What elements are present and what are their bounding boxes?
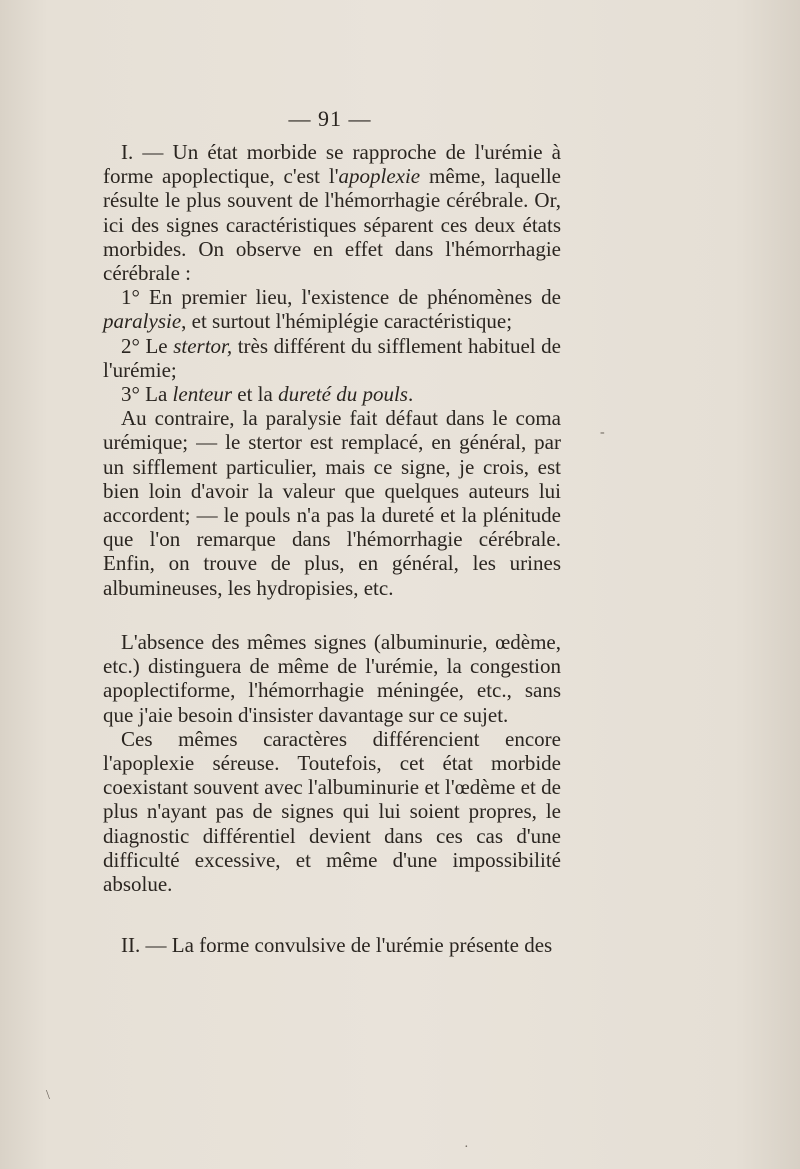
section-convulsive-form	[103, 933, 561, 957]
list-item-text: .	[407, 382, 414, 407]
paragraph-text: I. — Un état morbide se rapproche de l'urémie à forme apoplectique, c'est l'	[103, 140, 561, 189]
paragraph-convulsive: II. — La forme convulsive de l'urémie présente des	[121, 933, 553, 957]
paper-speck: -	[600, 425, 605, 440]
emphasis-term: lenteur	[172, 382, 233, 407]
list-item-text: , et surtout l'hémiplégie caractéristique;	[181, 309, 513, 334]
emphasis-term: apoplexie	[338, 164, 421, 189]
paper-speck: ·	[464, 1140, 469, 1155]
paragraph-apoplexy	[103, 140, 561, 285]
section-apoplectic-form	[103, 140, 561, 600]
paragraph-absence: L'absence des mêmes signes (albuminurie, œdème, etc.) distinguera de même de l'urémie, la congestion apoplectiforme, l'hémorrhagie méningée, etc., sans que j'aie besoin d'insister davantage sur ce sujet.	[103, 630, 561, 727]
section-differential	[103, 630, 561, 896]
emphasis-term: dureté du pouls	[278, 382, 408, 407]
emphasis-term: stertor,	[173, 333, 233, 358]
list-item-text: et la	[232, 382, 279, 407]
paragraph-serous-apoplexy: Ces mêmes caractères différencient encore l'apoplexie séreuse. Toutefois, cet état morbide coexistant souvent avec l'albuminurie et l'œdème et de plus n'ayant pas de signes qui lui soient propres, le diagnostic différentiel devient dans ces cas d'une difficulté excessive, et même d'une impossibilité absolue.	[103, 726, 561, 897]
page-number: — 91 —	[288, 106, 372, 131]
list-item-text: 1° En premier lieu, l'existence de phénomènes de	[121, 285, 561, 310]
list-item-text: très différent du sifflement habituel de l'urémie;	[103, 333, 561, 382]
paper-speck: \	[46, 1088, 50, 1103]
paragraph-contrast: Au contraire, la paralysie fait défaut dans le coma urémique; — le stertor est remplacé, en général, par un sifflement particulier, mais ce signe, je crois, est bien loin d'avoir la valeur que quelques auteurs lui accordent; — le pouls n'a pas la dureté et la plénitude que l'on remarque dans l'hémorrhagie cérébrale. Enfin, on trouve de plus, en général, les urines albumineuses, les hydropisies, etc.	[103, 406, 561, 600]
list-item-stertor	[103, 334, 561, 382]
emphasis-term: paralysie	[103, 309, 182, 334]
list-item-text: 2° Le	[121, 333, 174, 358]
list-item-pulse	[103, 382, 561, 406]
list-item-paralysis	[103, 285, 561, 333]
paragraph-text: même, laquelle résulte le plus souvent de l'hémorrhagie cérébrale. Or, ici des signes caractéristiques séparent ces deux états morbides. On observe en effet dans l'hémorrhagie cérébrale :	[103, 164, 562, 286]
list-item-text: 3° La	[121, 382, 173, 407]
